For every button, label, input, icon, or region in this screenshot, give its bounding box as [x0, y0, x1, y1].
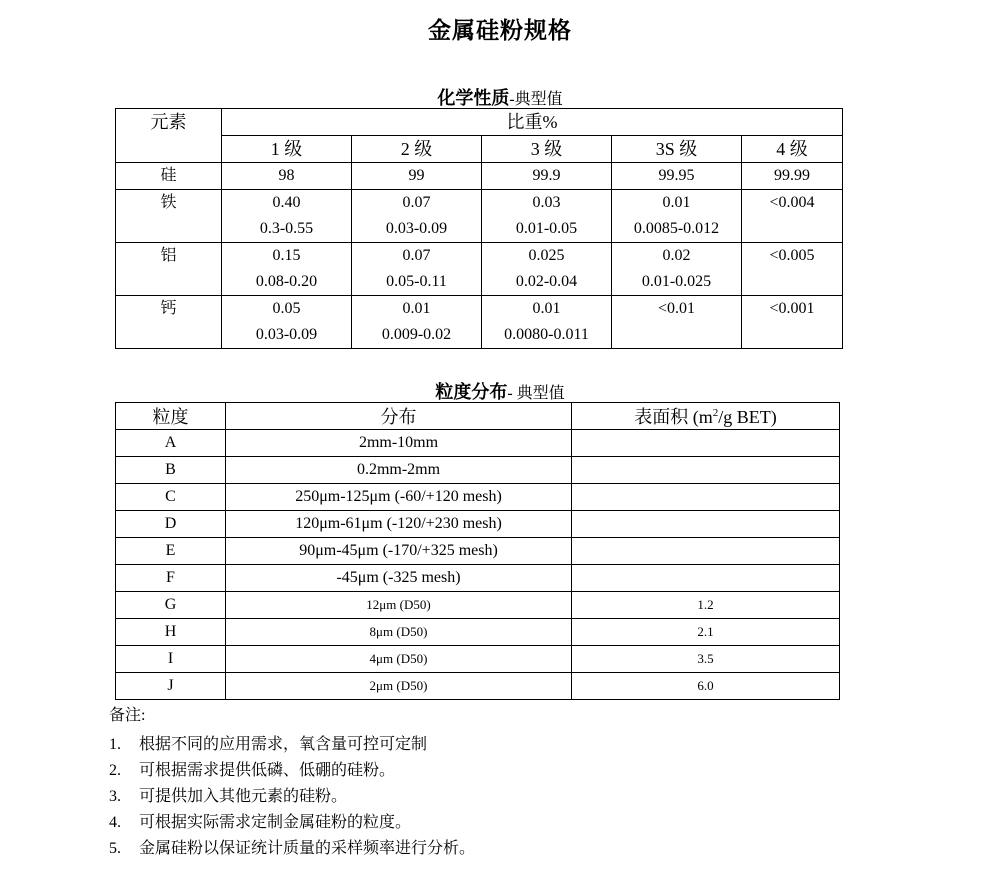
- value-range: 0.0085-0.012: [633, 220, 720, 237]
- grade-cell: G: [116, 592, 226, 619]
- note-text: 金属硅粉以保证统计质量的采样频率进行分析。: [139, 840, 476, 857]
- surface-area-cell: [572, 457, 840, 484]
- note-text: 可提供加入其他元素的硅粉。: [139, 788, 348, 805]
- value-cell: 99: [352, 163, 482, 190]
- grade-cell: F: [116, 565, 226, 592]
- note-text: 可根据实际需求定制金属硅粉的粒度。: [139, 814, 412, 831]
- note-text: 可根据需求提供低磷、低硼的硅粉。: [139, 762, 396, 779]
- grade-header: 1 级: [222, 136, 352, 163]
- element-cell: 硅: [116, 163, 222, 190]
- typical-value: 0.02: [662, 247, 691, 264]
- distribution-cell: 120μm-61μm (-120/+230 mesh): [226, 511, 572, 538]
- note-item: [109, 810, 475, 836]
- grade-cell: E: [116, 538, 226, 565]
- grade-cell: H: [116, 619, 226, 646]
- typical-value: 0.15: [272, 247, 301, 264]
- note-number: 2.: [109, 762, 121, 779]
- psd-row: [116, 538, 840, 565]
- value-cell: [352, 296, 482, 349]
- value-cell: [352, 190, 482, 243]
- psd-row: [116, 430, 840, 457]
- distribution-cell: 90μm-45μm (-170/+325 mesh): [226, 538, 572, 565]
- surface-area-cell: 3.5: [572, 646, 840, 673]
- element-row: [116, 296, 843, 349]
- surface-area-suffix: /g BET): [718, 407, 777, 427]
- element-cell: 钙: [116, 296, 222, 349]
- chem-caption: [0, 84, 1000, 110]
- grade-cell: D: [116, 511, 226, 538]
- psd-row: [116, 565, 840, 592]
- distribution-cell: 12μm (D50): [226, 592, 572, 619]
- typical-value: 0.05: [272, 300, 301, 317]
- psd-row: [116, 673, 840, 700]
- grade-cell: I: [116, 646, 226, 673]
- value-cell: [482, 296, 612, 349]
- note-item: [109, 784, 475, 810]
- value-cell: [612, 243, 742, 296]
- value-cell: [612, 190, 742, 243]
- notes-label: 备注:: [109, 707, 146, 724]
- element-row: [116, 190, 843, 243]
- page-title: 金属硅粉规格: [428, 18, 572, 43]
- value-range: 0.009-0.02: [381, 326, 452, 343]
- surface-area-cell: 6.0: [572, 673, 840, 700]
- psd-caption: [0, 378, 1000, 404]
- surface-area-prefix: 表面积 (m: [634, 407, 713, 427]
- typical-value: 0.01: [532, 300, 561, 317]
- surface-area-cell: [572, 511, 840, 538]
- value-range: 0.05-0.11: [386, 273, 447, 290]
- grade-header: 3 级: [482, 136, 612, 163]
- value-cell: [222, 243, 352, 296]
- value-cell: [742, 296, 843, 349]
- value-cell: [482, 190, 612, 243]
- typical-value: <0.005: [769, 247, 815, 264]
- element-cell: 铁: [116, 190, 222, 243]
- psd-row: [116, 592, 840, 619]
- distribution-cell: 4μm (D50): [226, 646, 572, 673]
- note-text: 根据不同的应用需求，氧含量可控可定制: [139, 736, 428, 753]
- value-cell: [222, 190, 352, 243]
- value-cell: 99.95: [612, 163, 742, 190]
- particle-size-table: [115, 402, 840, 700]
- value-range: 0.3-0.55: [259, 220, 314, 237]
- notes-list: [109, 732, 475, 862]
- surface-area-cell: [572, 430, 840, 457]
- note-item: [109, 758, 475, 784]
- value-range: 0.01-0.025: [641, 273, 712, 290]
- grade-cell: C: [116, 484, 226, 511]
- value-cell: 99.99: [742, 163, 843, 190]
- value-cell: [742, 243, 843, 296]
- value-range: 0.01-0.05: [515, 220, 578, 237]
- psd-row: [116, 511, 840, 538]
- surface-area-cell: [572, 565, 840, 592]
- distribution-cell: 8μm (D50): [226, 619, 572, 646]
- typical-value: 0.01: [402, 300, 431, 317]
- chem-caption-main: 化学性质: [437, 88, 510, 108]
- note-number: 4.: [109, 814, 121, 831]
- value-cell: 98: [222, 163, 352, 190]
- ratio-header: 比重%: [222, 109, 843, 136]
- value-range: 0.08-0.20: [255, 273, 318, 290]
- distribution-header: 分布: [226, 403, 572, 430]
- note-item: [109, 836, 475, 862]
- grade-header: 2 级: [352, 136, 482, 163]
- surface-area-cell: [572, 538, 840, 565]
- value-cell: [352, 243, 482, 296]
- note-item: [109, 732, 475, 758]
- note-number: 1.: [109, 736, 121, 753]
- psd-row: [116, 484, 840, 511]
- typical-value: <0.004: [769, 194, 815, 211]
- element-row: [116, 163, 843, 190]
- typical-value: 0.07: [402, 194, 431, 211]
- typical-value: 0.03: [532, 194, 561, 211]
- surface-area-header: [572, 403, 840, 430]
- value-range: 0.0080-0.011: [504, 326, 589, 343]
- note-number: 3.: [109, 788, 121, 805]
- value-cell: [742, 190, 843, 243]
- grain-header: 粒度: [116, 403, 226, 430]
- psd-row: [116, 457, 840, 484]
- distribution-cell: 0.2mm-2mm: [226, 457, 572, 484]
- surface-area-sup: 2: [712, 407, 719, 419]
- distribution-cell: 250μm-125μm (-60/+120 mesh): [226, 484, 572, 511]
- value-cell: [222, 296, 352, 349]
- value-cell: [612, 296, 742, 349]
- note-number: 5.: [109, 840, 121, 857]
- chem-caption-sub: -典型值: [509, 91, 563, 108]
- typical-value: 0.01: [662, 194, 691, 211]
- distribution-cell: 2μm (D50): [226, 673, 572, 700]
- value-cell: 99.9: [482, 163, 612, 190]
- typical-value: 0.40: [272, 194, 301, 211]
- chemical-properties-table: [115, 108, 843, 349]
- value-range: 0.03-0.09: [255, 326, 318, 343]
- surface-area-cell: 1.2: [572, 592, 840, 619]
- typical-value: 0.07: [402, 247, 431, 264]
- psd-caption-main: 粒度分布: [435, 382, 508, 402]
- grade-header: 3S 级: [612, 136, 742, 163]
- value-range: 0.02-0.04: [515, 273, 578, 290]
- grade-header: 4 级: [742, 136, 843, 163]
- typical-value: 0.025: [528, 247, 565, 264]
- psd-row: [116, 646, 840, 673]
- surface-area-cell: 2.1: [572, 619, 840, 646]
- distribution-cell: 2mm-10mm: [226, 430, 572, 457]
- grade-cell: A: [116, 430, 226, 457]
- value-cell: [482, 243, 612, 296]
- typical-value: <0.01: [657, 300, 696, 317]
- notes-section: [109, 706, 475, 862]
- distribution-cell: -45μm (-325 mesh): [226, 565, 572, 592]
- element-header: 元素: [116, 109, 222, 163]
- typical-value: <0.001: [769, 300, 815, 317]
- value-range: 0.03-0.09: [385, 220, 448, 237]
- psd-row: [116, 619, 840, 646]
- surface-area-cell: [572, 484, 840, 511]
- element-cell: 铝: [116, 243, 222, 296]
- psd-caption-sub: - 典型值: [507, 385, 565, 402]
- grade-cell: J: [116, 673, 226, 700]
- element-row: [116, 243, 843, 296]
- grade-cell: B: [116, 457, 226, 484]
